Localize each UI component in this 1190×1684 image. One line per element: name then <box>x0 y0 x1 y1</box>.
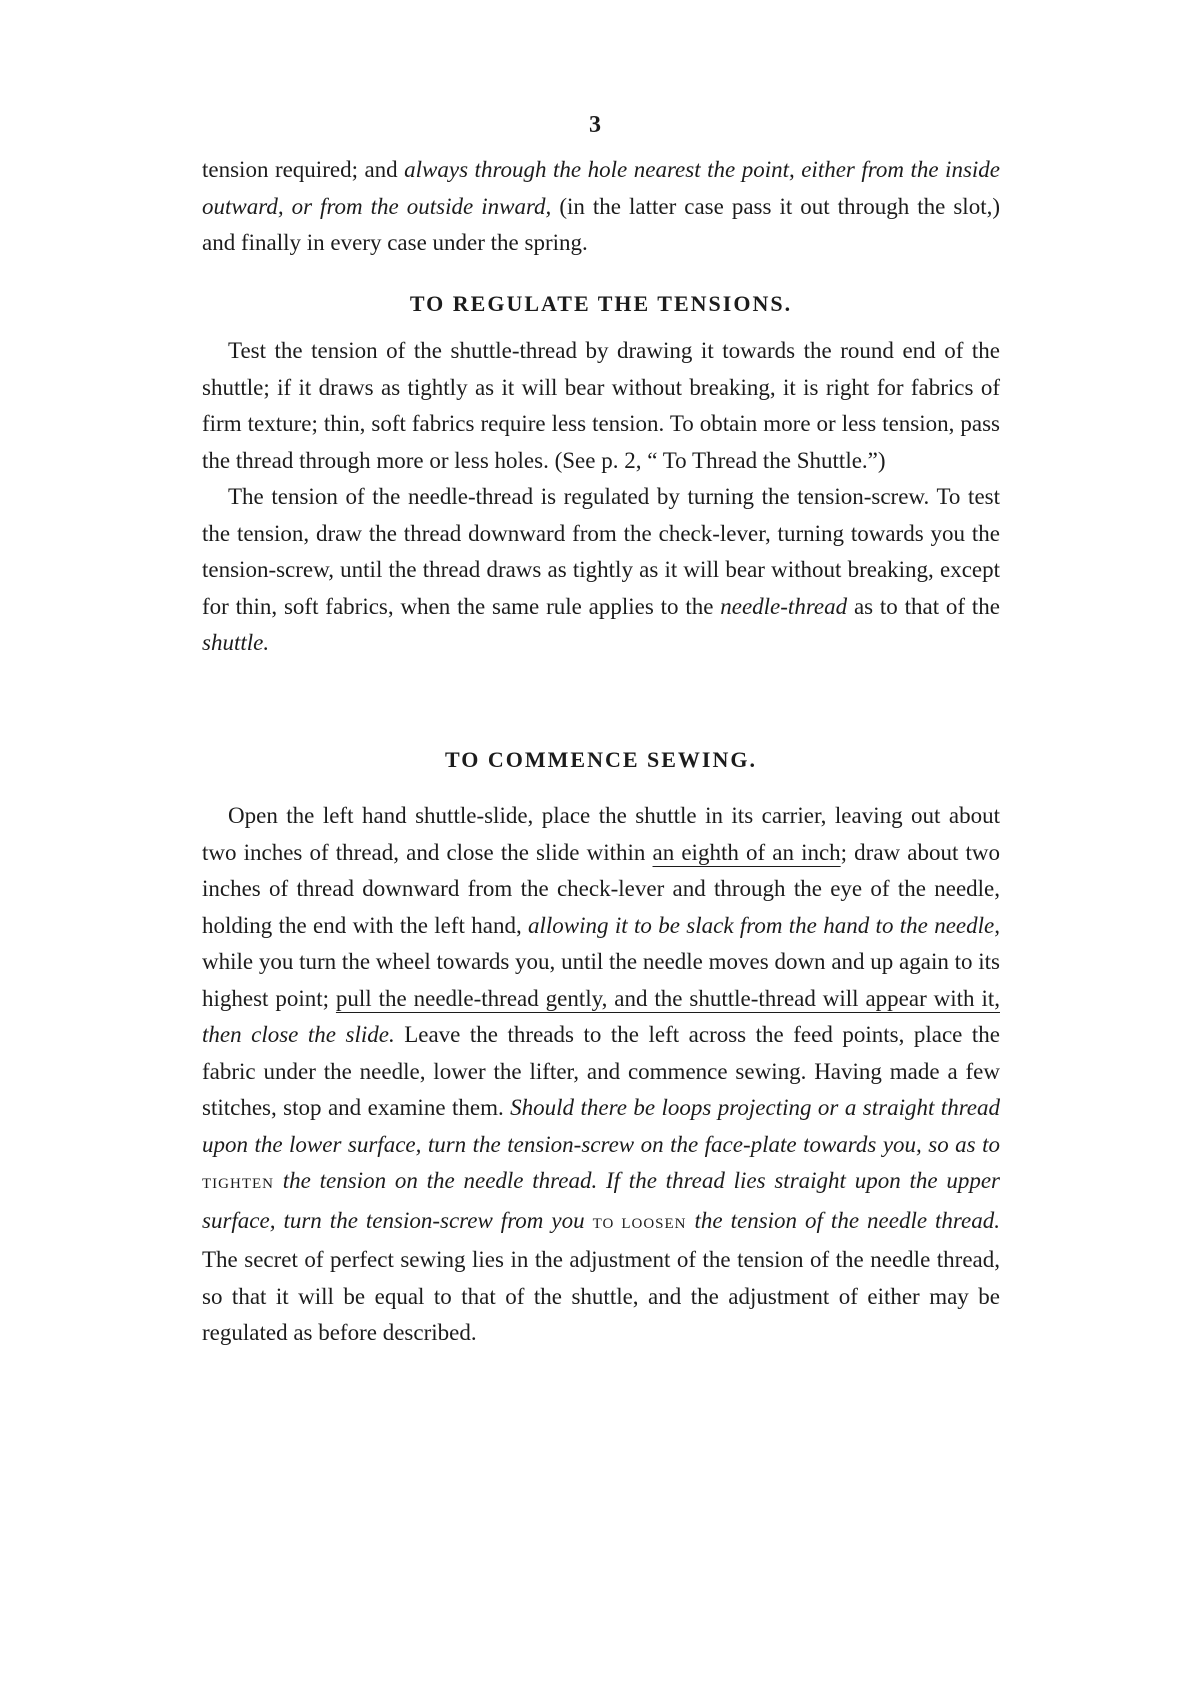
commence-text-2: ; draw about two inches of thread downward from the check-lever and through the eye of the needle, holding the end with the left hand, <box>202 839 1001 938</box>
regulate-paragraph-2 <box>202 479 1000 662</box>
intro-paragraph <box>202 152 1000 262</box>
regulate-p2-italic-2: shuttle. <box>202 630 270 655</box>
intro-text-2: (in the latter case pass it out through the slot,) and finally in every case under the spring. <box>202 193 1000 255</box>
commence-italic-1: allowing it to be slack from the hand to the needle, <box>528 912 1000 938</box>
commence-text-1: Open the left hand shuttle-slide, place the shuttle in its carrier, leaving out about two inches of thread, and close the slide within <box>202 803 1000 865</box>
intro-italic-1: always through the hole nearest the point, either from the inside outward, or from the outside inward, <box>202 157 1001 219</box>
commence-italic-5: the tension of the needle thread. <box>694 1207 1000 1233</box>
commence-heading: TO COMMENCE SEWING. <box>444 747 757 772</box>
regulate-body <box>202 333 1000 662</box>
regulate-p2-text-2: as to that of the <box>847 593 1001 619</box>
regulate-section <box>202 286 1000 323</box>
regulate-paragraph-1: Test the tension of the shuttle-thread by drawing it towards the round end of the shuttle; if it draws as tightly as it will bear without breaking, it is right for fabrics of firm texture; thin, soft fabrics require less tension. To obtain more or less tension, pass the thread through more or less holes. (See p. 2, “ To Thread the Shuttle.”) <box>202 338 1000 473</box>
commence-body <box>202 798 1000 1352</box>
commence-smallcaps-loosen: TO LOOSEN <box>592 1215 687 1232</box>
commence-section <box>202 742 1000 779</box>
commence-text-3: while you turn the wheel towards you, until the needle moves down and up again to its highest point; <box>202 949 1000 1011</box>
regulate-p2-italic-1: needle-thread <box>720 593 848 619</box>
commence-italic-4: the tension on the needle thread. If the thread lies straight upon the upper surface, turn the tension-screw from you <box>202 1168 1001 1233</box>
commence-text-6: The secret of perfect sewing lies in the adjustment of the tension of the needle thread, so that it will be equal to that of the shuttle, and the adjustment of either may be regulated as before described. <box>202 1247 1000 1345</box>
commence-italic-2: then close the slide. <box>202 1022 395 1047</box>
commence-smallcaps-tighten: TIGHTEN <box>202 1176 274 1192</box>
commence-paragraph <box>202 798 1000 1352</box>
intro-text-1: tension required; and <box>202 157 405 182</box>
page-number: 3 <box>589 112 601 138</box>
commence-underline-1: an eighth of an inch <box>652 839 841 865</box>
intro-section <box>202 152 1000 262</box>
commence-italic-3: Should there be loops projecting or a straight thread upon the lower surface, turn the tension-screw on the face-plate towards you, so as to <box>202 1095 1000 1157</box>
regulate-p2-text-1: The tension of the needle-thread is regulated by turning the tension-screw. To test the tension, draw the thread downward from the check-lever, turning towards you the tension-screw, until the thread draws as tightly as it will bear without breaking, except for thin, soft fabrics, when the same rule applies to the <box>202 484 1000 619</box>
commence-underline-2: pull the needle-thread gently, and the shuttle-thread will appear with it, <box>335 985 1000 1011</box>
regulate-heading: TO REGULATE THE TENSIONS. <box>409 291 793 316</box>
commence-text-5: Leave the threads to the left across the feed points, place the fabric under the needle, lower the lifter, and commence sewing. Having made a few stitches, stop and examine them. <box>202 1022 1000 1120</box>
